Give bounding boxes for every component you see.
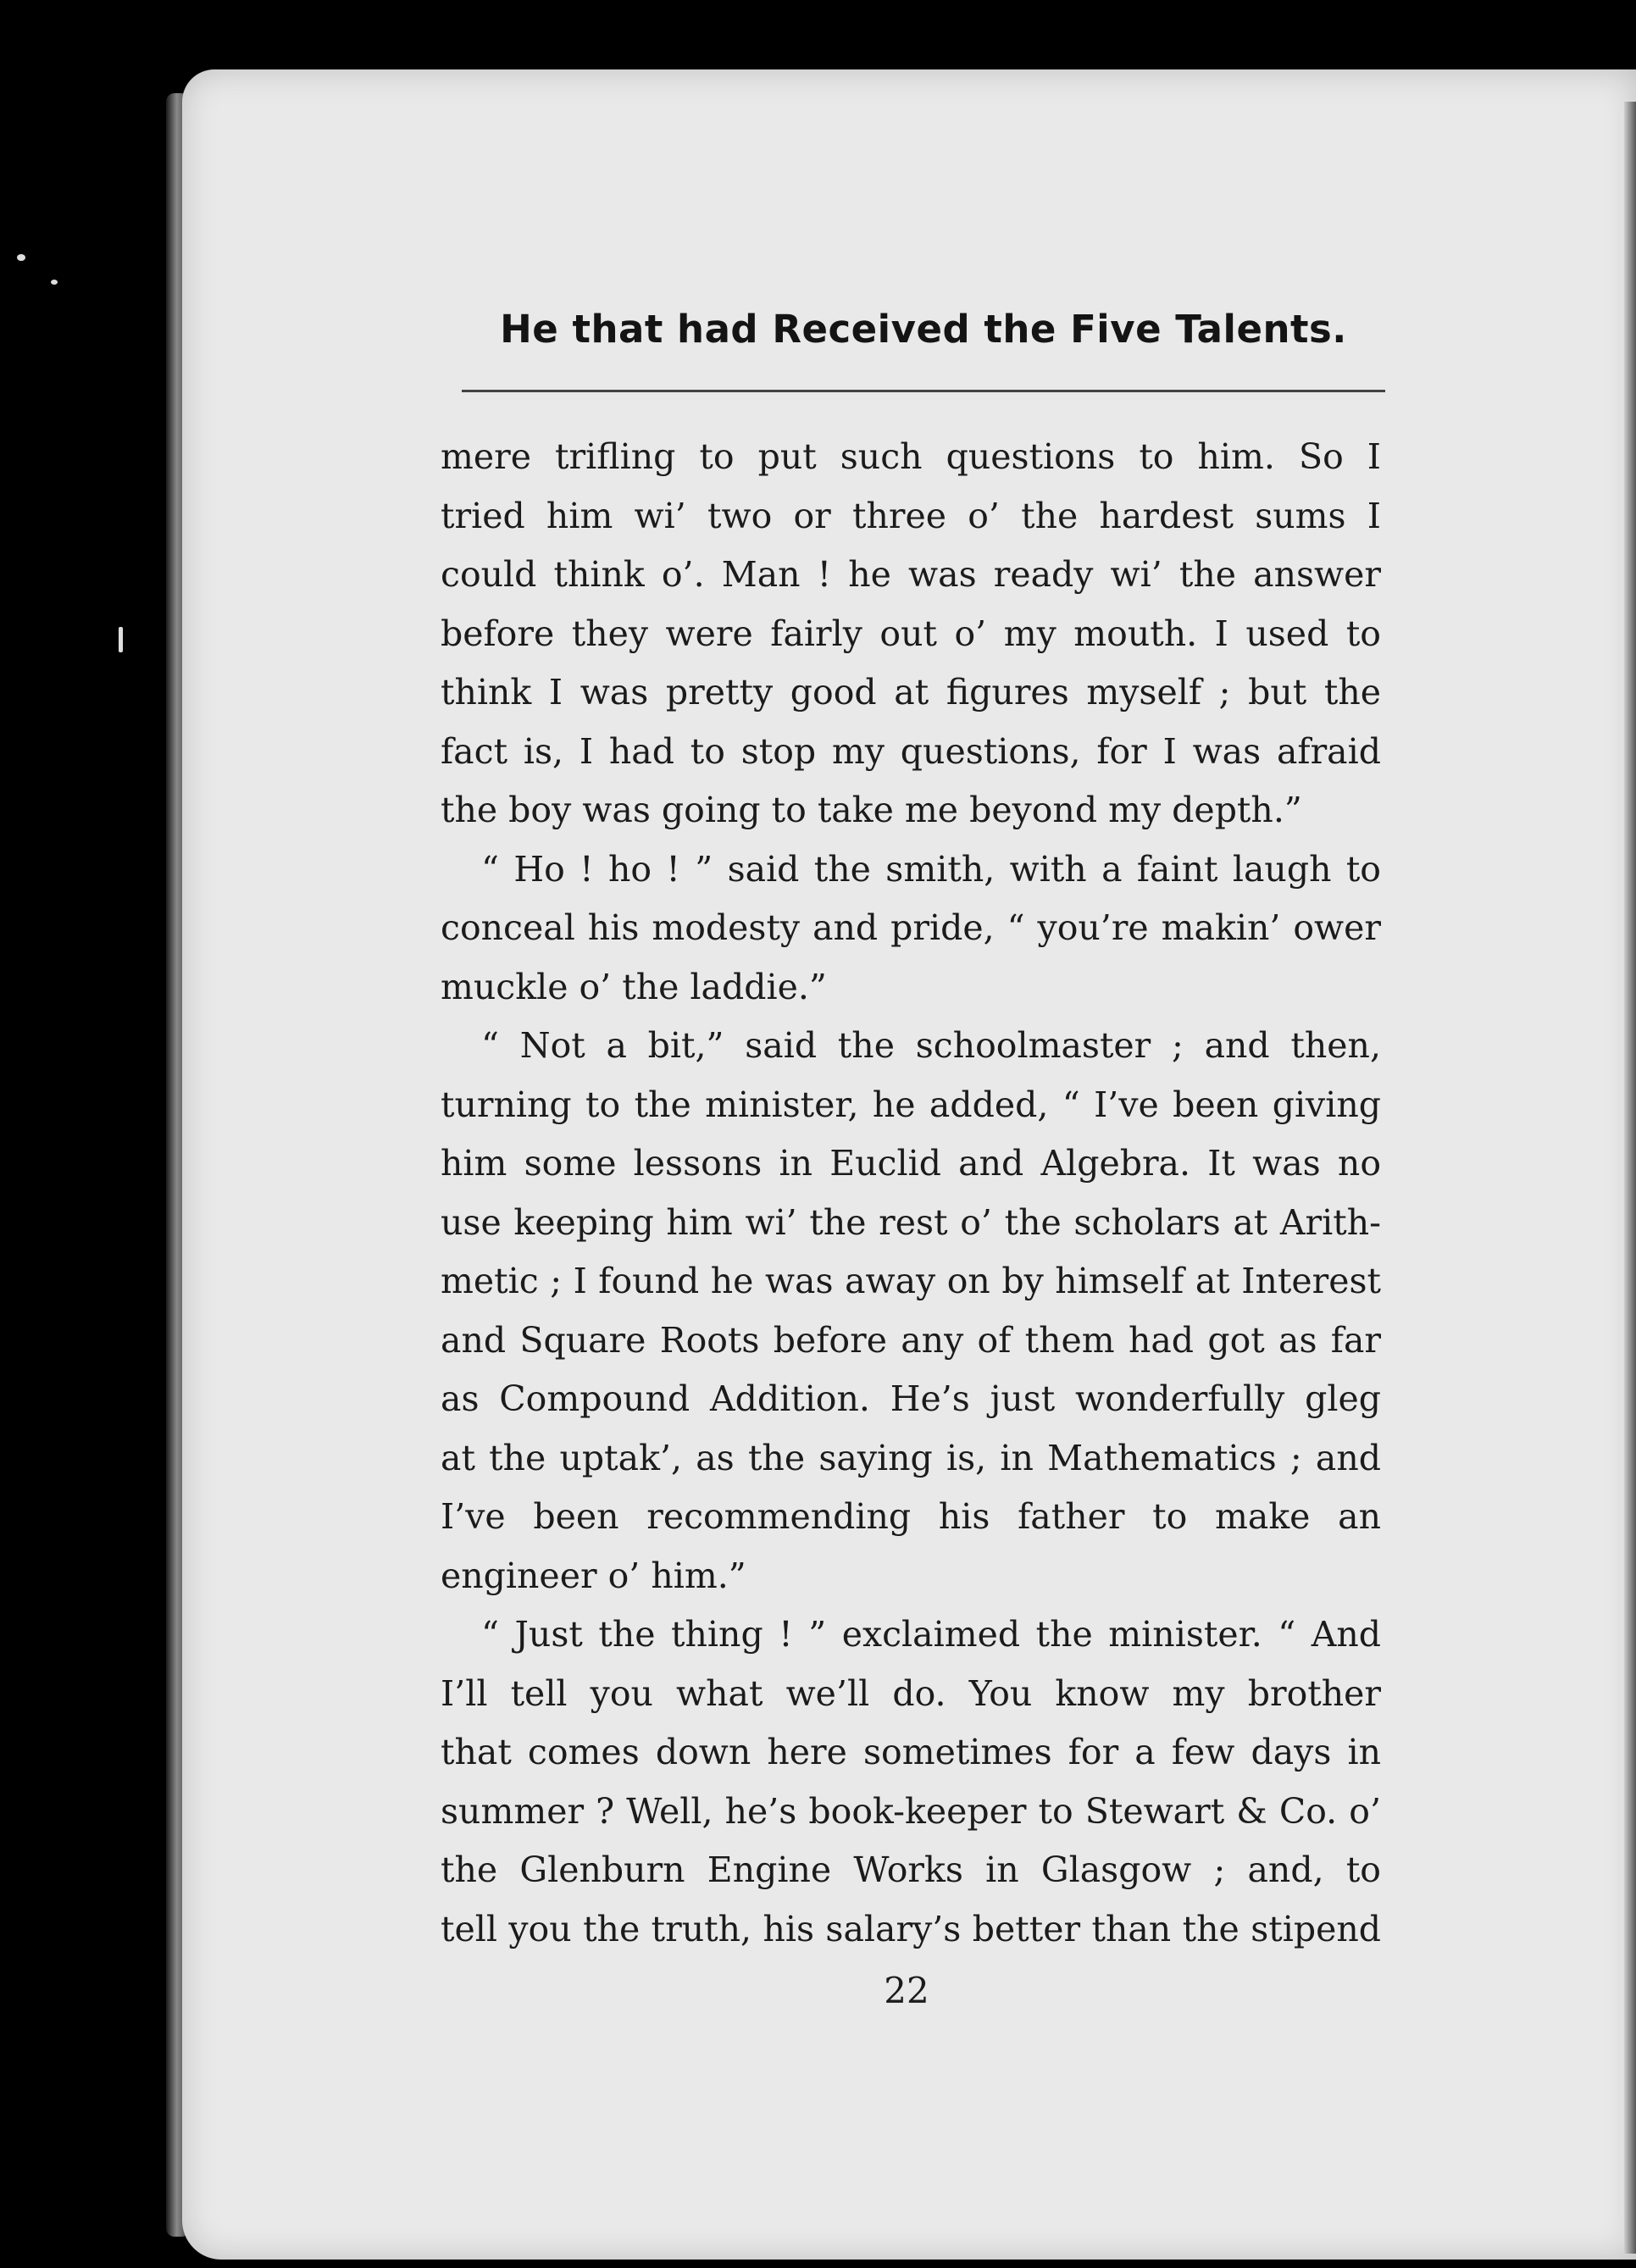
text-line: fact is, I had to stop my questions, for I was afraid [441, 730, 1381, 772]
text-line: “ Just the thing ! ” exclaimed the minister. “ And [481, 1614, 1381, 1655]
text-line: tell you the truth, his salary’s better than the stipend [441, 1908, 1381, 1949]
page-right-edge [1624, 102, 1636, 2254]
text-line: think I was pretty good at figures myself ; but the [441, 672, 1381, 713]
page-number: 22 [884, 1970, 929, 2011]
header-rule [462, 390, 1385, 392]
text-line: him some lessons in Euclid and Algebra. It was no [441, 1143, 1381, 1184]
text-line: summer ? Well, he’s book-keeper to Stewart & Co. o’ [441, 1790, 1381, 1832]
paragraph-1 [441, 428, 1381, 840]
scan-speck [51, 280, 58, 285]
text-line: could think o’. Man ! he was ready wi’ the answer [441, 554, 1381, 595]
text-line: at the uptak’, as the saying is, in Mathematics ; and [441, 1437, 1381, 1478]
scan-speck [119, 627, 123, 652]
page-body-text [441, 428, 1381, 1959]
paragraph-2 [441, 840, 1381, 1018]
text-line: and Square Roots before any of them had got as far [441, 1319, 1381, 1361]
scan-speck [17, 254, 25, 261]
text-line: I’ve been recommending his father to make an [441, 1496, 1381, 1537]
text-line: use keeping him wi’ the rest o’ the scholars at Arith- [441, 1201, 1381, 1243]
text-line: as Compound Addition. He’s just wonderfully gleg [441, 1378, 1381, 1419]
text-line: I’ll tell you what we’ll do. You know my brother [441, 1672, 1381, 1714]
text-line: turning to the minister, he added, “ I’ve been giving [441, 1084, 1381, 1125]
text-line: that comes down here sometimes for a few days in [441, 1732, 1381, 1772]
text-line: “ Ho ! ho ! ” said the smith, with a faint laugh to [481, 848, 1381, 890]
text-line: conceal his modesty and pride, “ you’re makin’ ower [441, 907, 1381, 948]
text-line: tried him wi’ two or three o’ the hardest sums I [441, 495, 1381, 536]
text-line: “ Not a bit,” said the schoolmaster ; and then, [481, 1025, 1381, 1066]
text-line: the Glenburn Engine Works in Glasgow ; and, to [441, 1849, 1381, 1890]
text-line: muckle o’ the laddie.” [441, 966, 827, 1007]
paragraph-4 [441, 1605, 1381, 1959]
text-line: mere trifling to put such questions to him. So I [441, 436, 1381, 477]
text-line: metic ; I found he was away on by himself at Interest [441, 1261, 1381, 1301]
running-head: He that had Received the Five Talents. [500, 307, 1347, 352]
text-line: the boy was going to take me beyond my depth.” [441, 790, 1302, 830]
text-line: engineer o’ him.” [441, 1555, 746, 1596]
paragraph-3 [441, 1017, 1381, 1605]
text-line: before they were fairly out o’ my mouth. I used to [441, 613, 1381, 654]
